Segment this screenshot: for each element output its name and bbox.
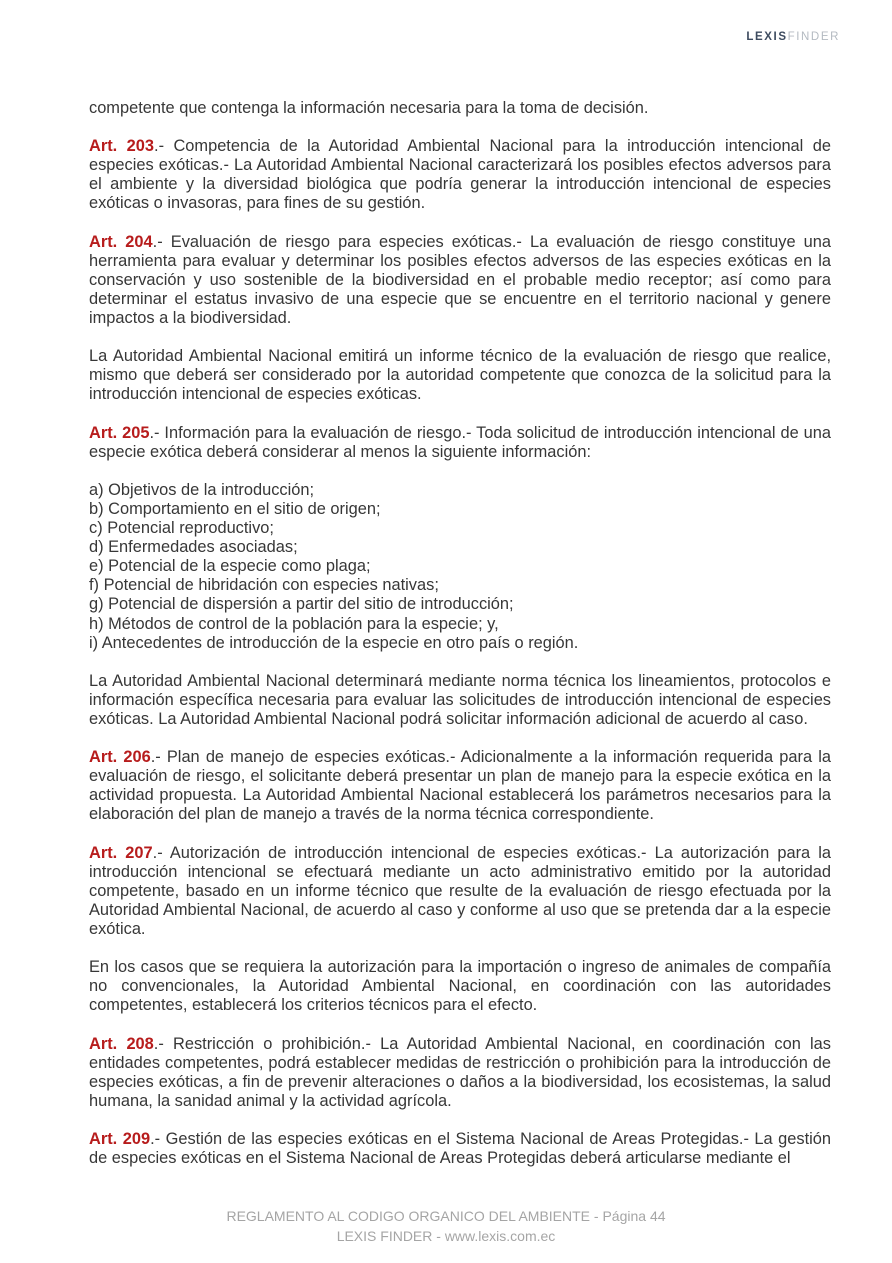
article-206-paragraph xyxy=(89,748,831,824)
article-209-label: Art. 209 xyxy=(89,1130,151,1149)
article-204-label: Art. 204 xyxy=(89,232,153,251)
paragraph-norma-tecnica: La Autoridad Ambiental Nacional determinará mediante norma técnica los lineamientos, protocolos e información específica necesaria para evaluar las solicitudes de introducción intencional de especies exóticas. La Autoridad Ambiental Nacional podrá solicitar información adicional de acuerdo al caso. xyxy=(89,671,831,728)
paragraph-informe-tecnico: La Autoridad Ambiental Nacional emitirá un informe técnico de la evaluación de riesgo que realice, mismo que deberá ser considerado por la autoridad competente que conozca de la solicitud para la introducción intencional de especies exóticas. xyxy=(89,347,831,404)
list-item-g: g) Potencial de dispersión a partir del sitio de introducción; xyxy=(89,595,514,614)
article-209-paragraph xyxy=(89,1130,831,1168)
continuation-paragraph: competente que contenga la información necesaria para la toma de decisión. xyxy=(89,99,649,117)
list-item-f: f) Potencial de hibridación con especies nativas; xyxy=(89,576,439,595)
article-208-paragraph xyxy=(89,1035,831,1111)
footer-source: LEXIS FINDER - www.lexis.com.ec xyxy=(336,1228,556,1244)
document-body xyxy=(89,99,831,1187)
list-item-e: e) Potencial de la especie como plaga; xyxy=(89,557,371,576)
article-203-label: Art. 203 xyxy=(89,137,155,156)
list-item-i: i) Antecedentes de introducción de la especie en otro país o región. xyxy=(89,633,579,652)
article-207-paragraph xyxy=(89,844,831,939)
article-209-text: .- Gestión de las especies exóticas en el Sistema Nacional de Areas Protegidas.- La gestión de especies exóticas en el Sistema Nacional de Areas Protegidas deberá articularse mediante el xyxy=(89,1130,831,1168)
article-205-text: .- Información para la evaluación de riesgo.- Toda solicitud de introducción intencional de una especie exótica deberá considerar al menos la siguiente información: xyxy=(89,423,831,461)
article-207-text: .- Autorización de introducción intencional de especies exóticas.- La autorización para la introducción intencional se efectuará mediante un acto administrativo emitido por la autoridad competente, basado en un informe técnico que resulte de la evaluación de riesgo efectuada por la Autoridad Ambiental Nacional, de acuerdo al caso y conforme al uso que se pretenda dar a la especie exótica. xyxy=(89,843,831,939)
article-205-label: Art. 205 xyxy=(89,423,150,442)
list-item-c: c) Potencial reproductivo; xyxy=(89,519,274,538)
lettered-list xyxy=(89,481,831,653)
list-item-a: a) Objetivos de la introducción; xyxy=(89,480,315,499)
logo-finder-text: FINDER xyxy=(787,31,840,43)
article-208-text: .- Restricción o prohibición.- La Autoridad Ambiental Nacional, en coordinación con las entidades competentes, podrá establecer medidas de restricción o prohibición para la introducción de especies exóticas, a fin de prevenir alteraciones o daños a la biodiversidad, los ecosistemas, la salud humana, la sanidad animal y la actividad agrícola. xyxy=(89,1034,831,1110)
article-203-paragraph xyxy=(89,137,831,213)
paragraph-animales-compania: En los casos que se requiera la autorización para la importación o ingreso de animales de compañía no convencionales, la Autoridad Ambiental Nacional, en coordinación con las autoridades competentes, establecerá los criterios técnicos para el efecto. xyxy=(89,958,831,1015)
logo-lexis-text: LEXIS xyxy=(746,31,788,43)
article-203-text: .- Competencia de la Autoridad Ambiental Nacional para la introducción intencional de especies exóticas.- La Autoridad Ambiental Nacional caracterizará los posibles efectos adversos para el ambiente y la diversidad biológica que podría generar la introducción intencional de especies exóticas o invasoras, para fines de su gestión. xyxy=(89,137,831,213)
article-204-text: .- Evaluación de riesgo para especies exóticas.- La evaluación de riesgo constituye una herramienta para evaluar y determinar los posibles efectos adversos de las especies exóticas en la conservación y uso sostenible de la biodiversidad en el probable medio receptor; así como para determinar el estatus invasivo de una especie que se encuentre en el territorio nacional y genere impactos a la biodiversidad. xyxy=(89,232,831,328)
article-206-text: .- Plan de manejo de especies exóticas.- Adicionalmente a la información requerida para la evaluación de riesgo, el solicitante deberá presentar un plan de manejo para la especie exótica en la actividad propuesta. La Autoridad Ambiental Nacional establecerá los parámetros necesarios para la elaboración del plan de manejo a través de la norma técnica correspondiente. xyxy=(89,748,831,824)
article-204-paragraph xyxy=(89,233,831,328)
article-208-label: Art. 208 xyxy=(89,1034,154,1053)
list-item-b: b) Comportamiento en el sitio de origen; xyxy=(89,499,381,518)
article-207-label: Art. 207 xyxy=(89,843,153,862)
list-item-d: d) Enfermedades asociadas; xyxy=(89,538,298,557)
page-footer xyxy=(0,1206,892,1246)
lexis-finder-logo xyxy=(746,31,840,43)
article-205-paragraph xyxy=(89,424,831,462)
article-206-label: Art. 206 xyxy=(89,748,151,767)
list-item-h: h) Métodos de control de la población para la especie; y, xyxy=(89,614,499,633)
footer-document-title: REGLAMENTO AL CODIGO ORGANICO DEL AMBIENTE - Página 44 xyxy=(226,1208,666,1224)
